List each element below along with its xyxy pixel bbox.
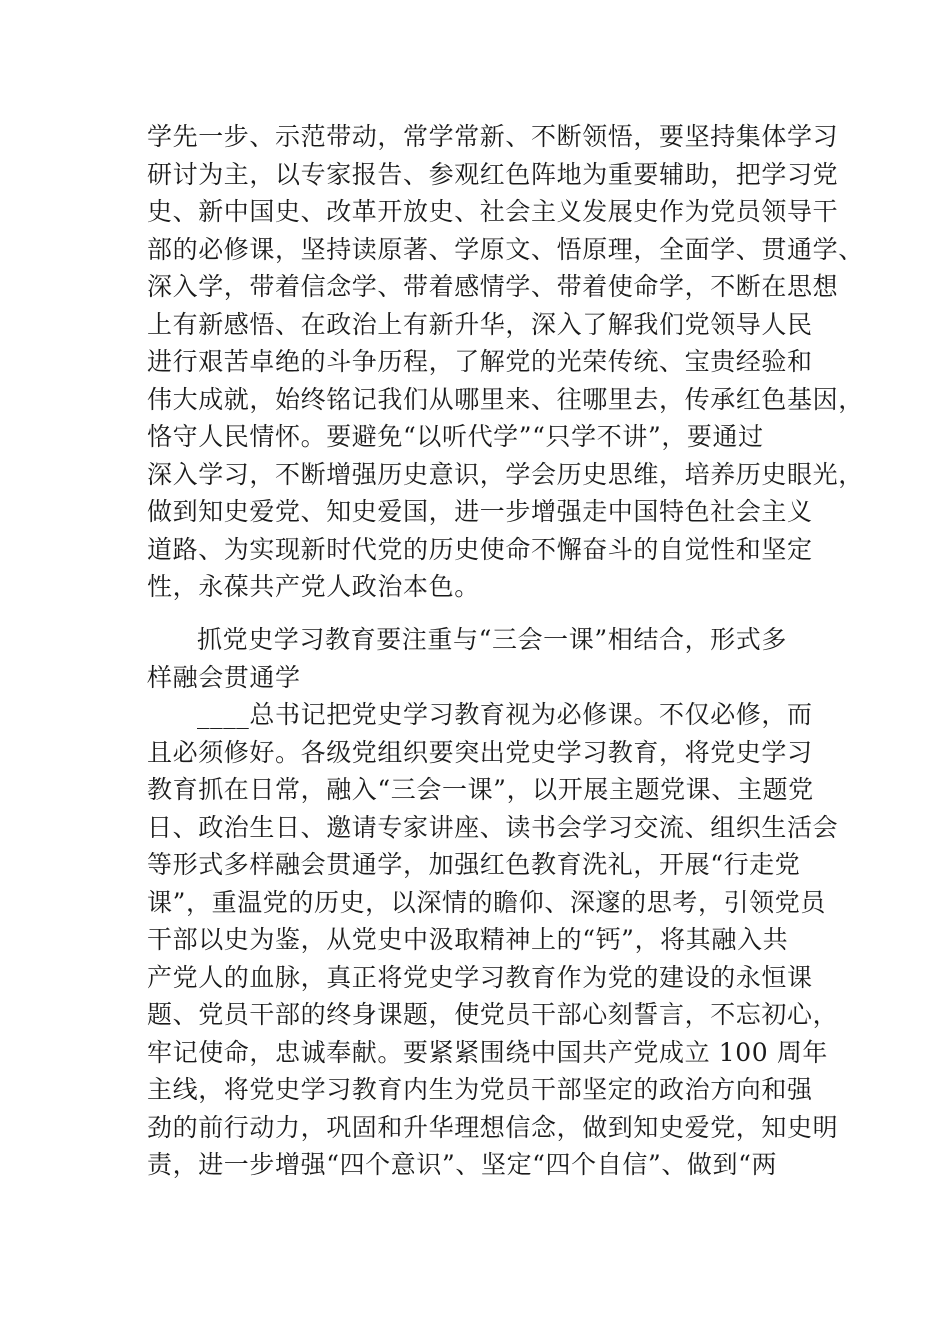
text-line: 进行艰苦卓绝的斗争历程，了解党的光荣传统、宝贵经验和 [147,347,813,376]
paragraph-2 [147,696,839,1184]
paragraph-1 [147,118,864,606]
text-line: 伟大成就，始终铭记我们从哪里来、往哪里去，传承红色基因， [147,384,864,414]
text-line: 学先一步、示范带动，常学常新、不断领悟，要坚持集体学习 [147,122,839,151]
text-line: 且必须修好。各级党组织要突出党史学习教育，将党史学习 [147,737,813,767]
text-line: 研讨为主，以专家报告、参观红色阵地为重要辅助，把学习党 [147,159,839,189]
text-line: 上有新感悟、在政治上有新升华，深入了解我们党领导人民 [147,309,813,339]
text-line: 等形式多样融会贯通学，加强红色教育洗礼，开展“行走党 [147,850,801,879]
text-line: 题、党员干部的终身课题，使党员干部心刻誓言，不忘初心， [147,1000,839,1029]
text-line: 部的必修课，坚持读原著、学原文、悟原理，全面学、贯通学、 [147,234,864,264]
heading-line: 抓党史学习教育要注重与“三会一课”相结合，形式多 [197,625,787,654]
text-line: 做到知史爱党、知史爱国，进一步增强走中国特色社会主义 [147,497,813,526]
text-line: 劲的前行动力，巩固和升华理想信念，做到知史爱党，知史明 [147,1112,839,1142]
text-line: 性，永葆共产党人政治本色。 [147,572,480,601]
section-heading [147,621,805,696]
text-line: 产党人的血脉，真正将党史学习教育作为党的建设的永恒课 [147,962,813,992]
text-line: 深入学习，不断增强历史意识，学会历史思维，培养历史眼光， [147,459,864,489]
text-line: 牢记使命，忠诚奉献。要紧紧围绕中国共产党成立 100 周年 [147,1037,829,1067]
text-line: 责，进一步增强“四个意识”、坚定“四个自信”、做到“两 [147,1150,778,1179]
text-line: 深入学，带着信念学、带着感情学、带着使命学，不断在思想 [147,272,839,301]
text-line: 干部以史为鉴，从党史中汲取精神上的“钙”，将其融入共 [147,925,789,954]
text-line: 史、新中国史、改革开放史、社会主义发展史作为党员领导干 [147,197,839,226]
text-line: ____总书记把党史学习教育视为必修课。不仅必修，而 [197,700,813,729]
text-line: 恪守人民情怀。要避免“以听代学”“只学不讲”，要通过 [147,422,764,451]
text-line: 教育抓在日常，融入“三会一课”，以开展主题党课、主题党 [147,775,814,804]
text-line: 日、政治生日、邀请专家讲座、读书会学习交流、组织生活会 [147,812,839,842]
heading-line: 样融会贯通学 [147,662,301,692]
text-line: 道路、为实现新时代党的历史使命不懈奋斗的自觉性和坚定 [147,534,813,564]
text-line: 课”，重温党的历史，以深情的瞻仰、深邃的思考，引领党员 [147,887,826,917]
text-line: 主线，将党史学习教育内生为党员干部坚定的政治方向和强 [147,1075,813,1104]
